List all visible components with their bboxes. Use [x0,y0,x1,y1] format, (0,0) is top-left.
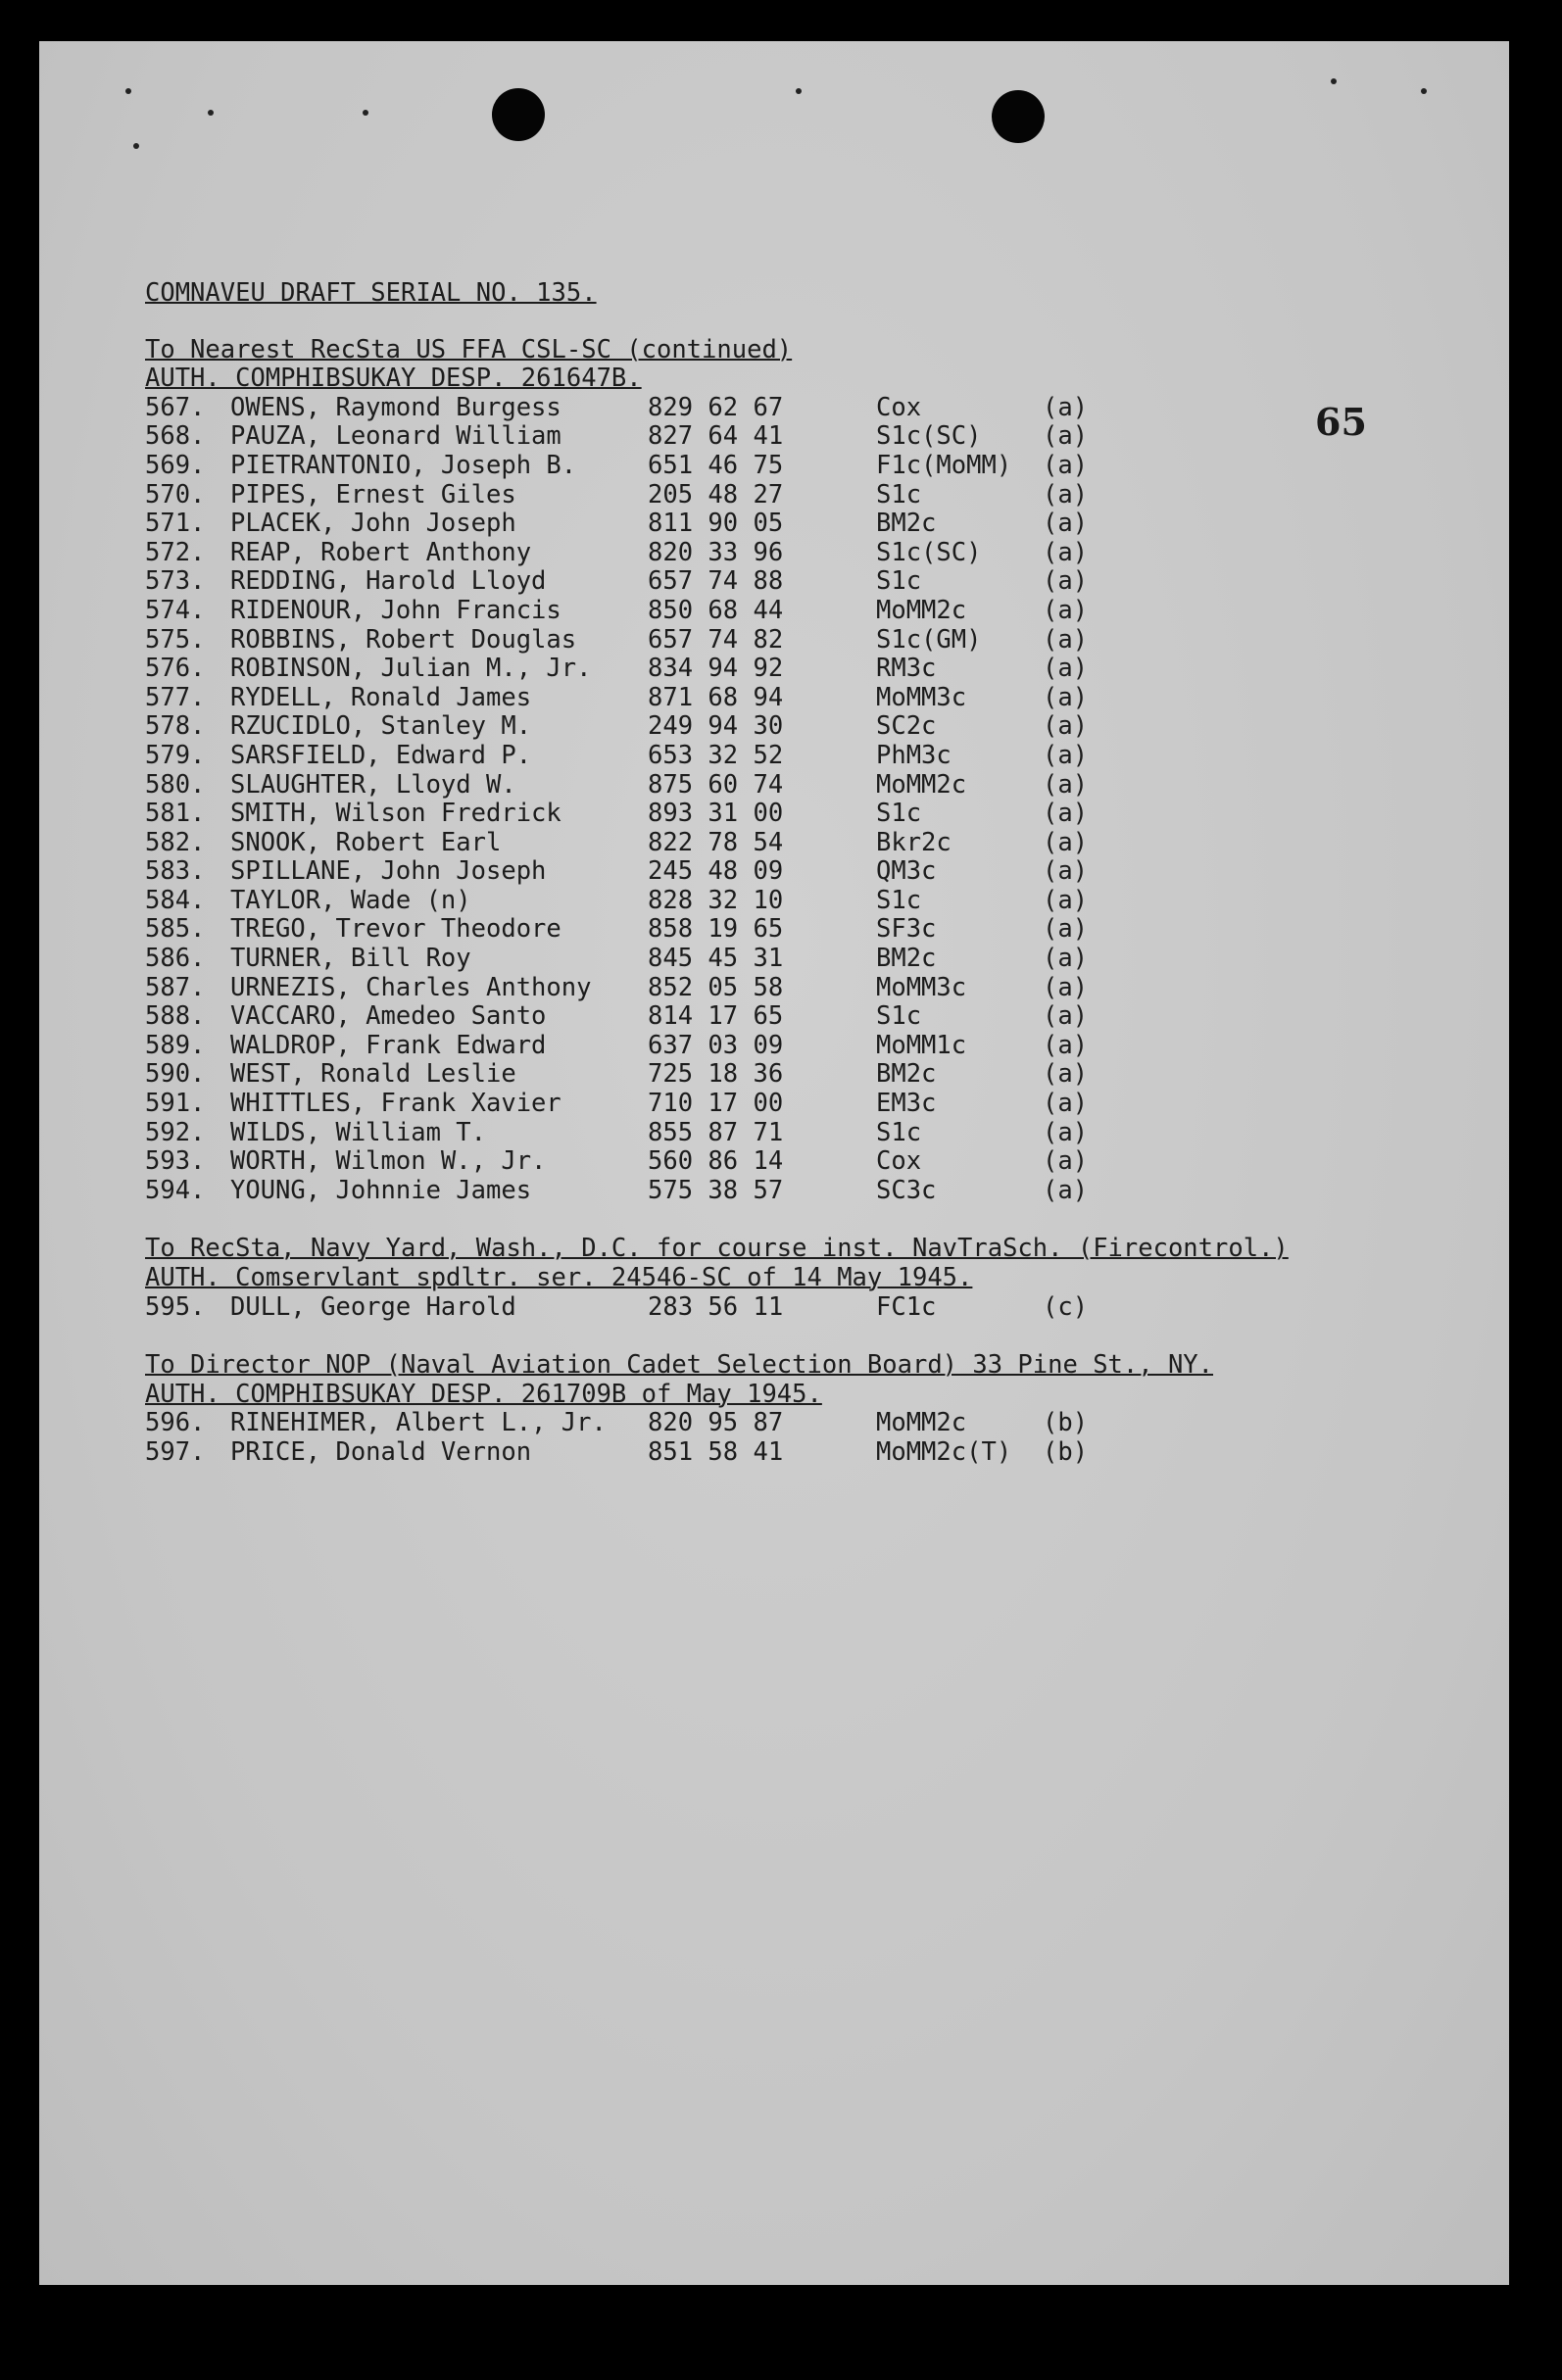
personnel-row [145,857,1289,887]
rate: S1c(SC) [876,537,982,567]
personnel-name: PIPES, Ernest Giles [230,479,516,510]
speck [125,88,131,94]
service-number: 858 19 65 [648,914,784,945]
entry-number: 591. [145,1089,206,1119]
personnel-name: RYDELL, Ronald James [230,682,532,712]
code: (a) [1043,856,1089,887]
personnel-name: SMITH, Wilson Fredrick [230,799,561,829]
service-number: 575 38 57 [648,1175,784,1205]
code: (a) [1043,1059,1089,1090]
entry-number: 578. [145,711,206,742]
rate: S1c [876,885,922,915]
entry-number: 577. [145,682,206,712]
sections [145,336,1289,1468]
entry-number: 590. [145,1059,206,1090]
code: (b) [1043,1408,1089,1438]
rate: Bkr2c [876,827,952,857]
personnel-row [145,655,1289,684]
entry-number: 576. [145,654,206,684]
personnel-row [145,771,1289,801]
personnel-name: OWENS, Raymond Burgess [230,392,561,422]
rate: S1c [876,799,922,829]
service-number: 850 68 44 [648,595,784,625]
entry-number: 569. [145,450,206,480]
punch-hole [992,90,1045,143]
speck [363,110,368,116]
service-number: 657 74 82 [648,624,784,655]
entry-number: 573. [145,566,206,597]
service-number: 820 95 87 [648,1408,784,1438]
entry-number: 595. [145,1291,206,1322]
service-number: 822 78 54 [648,827,784,857]
entry-number: 570. [145,479,206,510]
entry-number: 579. [145,740,206,770]
section-destination: To Nearest RecSta US FFA CSL-SC (continued) [145,334,793,364]
personnel-row [145,829,1289,858]
personnel-name: TURNER, Bill Roy [230,944,471,974]
entry-number: 575. [145,624,206,655]
service-number: 845 45 31 [648,944,784,974]
personnel-name: ROBINSON, Julian M., Jr. [230,654,592,684]
entry-number: 593. [145,1146,206,1177]
entry-number: 581. [145,799,206,829]
service-number: 249 94 30 [648,711,784,742]
entry-number: 572. [145,537,206,567]
personnel-name: PIETRANTONIO, Joseph B. [230,450,577,480]
rate: BM2c [876,944,937,974]
personnel-name: WHITTLES, Frank Xavier [230,1089,561,1119]
service-number: 820 33 96 [648,537,784,567]
rate: QM3c [876,856,937,887]
rate: S1c(GM) [876,624,982,655]
entry-number: 583. [145,856,206,887]
code: (c) [1043,1291,1089,1322]
service-number: 651 46 75 [648,450,784,480]
punch-hole [492,88,545,141]
code: (a) [1043,421,1089,452]
speck [208,110,214,116]
code: (a) [1043,392,1089,422]
service-number: 814 17 65 [648,1001,784,1032]
personnel-row [145,422,1289,452]
personnel-row [145,800,1289,829]
code: (a) [1043,740,1089,770]
rate: S1c [876,1001,922,1032]
entry-number: 589. [145,1030,206,1060]
speck [133,143,139,149]
personnel-name: REDDING, Harold Lloyd [230,566,547,597]
section-authority: AUTH. COMPHIBSUKAY DESP. 261709B of May 1945. [145,1379,822,1409]
service-number: 283 56 11 [648,1291,784,1322]
rate: MoMM1c [876,1030,967,1060]
personnel-name: WILDS, William T. [230,1117,486,1147]
code: (a) [1043,682,1089,712]
personnel-row [145,1147,1289,1177]
document-body [145,279,1289,1468]
personnel-name: WALDROP, Frank Edward [230,1030,547,1060]
entry-number: 567. [145,392,206,422]
entry-number: 586. [145,944,206,974]
code: (a) [1043,537,1089,567]
section-destination: To RecSta, Navy Yard, Wash., D.C. for course inst. NavTraSch. (Firecontrol.) [145,1234,1289,1264]
code: (a) [1043,479,1089,510]
code: (a) [1043,1030,1089,1060]
service-number: 852 05 58 [648,972,784,1002]
rate: MoMM3c [876,972,967,1002]
personnel-row [145,1002,1289,1032]
entry-number: 588. [145,1001,206,1032]
rate: S1c [876,479,922,510]
rate: SC3c [876,1175,937,1205]
personnel-name: VACCARO, Amedeo Santo [230,1001,547,1032]
rate: BM2c [876,509,937,539]
code: (a) [1043,1117,1089,1147]
section-authority: AUTH. Comservlant spdltr. ser. 24546-SC of 14 May 1945. [145,1263,973,1292]
personnel-name: DULL, George Harold [230,1291,516,1322]
personnel-row [145,1177,1289,1206]
entry-number: 582. [145,827,206,857]
code: (a) [1043,827,1089,857]
service-number: 855 87 71 [648,1117,784,1147]
service-number: 205 48 27 [648,479,784,510]
rate: S1c [876,566,922,597]
code: (a) [1043,566,1089,597]
entry-number: 568. [145,421,206,452]
personnel-row [145,481,1289,510]
personnel-name: YOUNG, Johnnie James [230,1175,532,1205]
personnel-row [145,452,1289,481]
personnel-row [145,539,1289,568]
personnel-row [145,1060,1289,1090]
personnel-row [145,510,1289,539]
entry-number: 574. [145,595,206,625]
personnel-name: ROBBINS, Robert Douglas [230,624,577,655]
service-number: 811 90 05 [648,509,784,539]
speck [1421,88,1427,94]
code: (a) [1043,1001,1089,1032]
rate: MoMM2c [876,1408,967,1438]
code: (a) [1043,885,1089,915]
code: (a) [1043,450,1089,480]
personnel-row [145,974,1289,1003]
rate: MoMM2c [876,595,967,625]
service-number: 245 48 09 [648,856,784,887]
code: (a) [1043,769,1089,800]
rate: SF3c [876,914,937,945]
code: (a) [1043,972,1089,1002]
rate: BM2c [876,1059,937,1090]
personnel-name: RIDENOUR, John Francis [230,595,561,625]
service-number: 875 60 74 [648,769,784,800]
entry-number: 587. [145,972,206,1002]
service-number: 725 18 36 [648,1059,784,1090]
personnel-row [145,742,1289,771]
entry-number: 584. [145,885,206,915]
service-number: 851 58 41 [648,1436,784,1467]
code: (b) [1043,1436,1089,1467]
personnel-name: PLACEK, John Joseph [230,509,516,539]
rate: Cox [876,392,922,422]
personnel-name: RINEHIMER, Albert L., Jr. [230,1408,607,1438]
personnel-name: PRICE, Donald Vernon [230,1436,532,1467]
service-number: 834 94 92 [648,654,784,684]
speck [1331,78,1337,84]
service-number: 827 64 41 [648,421,784,452]
rate: MoMM2c(T) [876,1436,1012,1467]
rate: F1c(MoMM) [876,450,1012,480]
rate: MoMM2c [876,769,967,800]
rate: SC2c [876,711,937,742]
rate: MoMM3c [876,682,967,712]
personnel-name: WEST, Ronald Leslie [230,1059,516,1090]
transfer-section [145,336,1289,1206]
personnel-row [145,887,1289,916]
rate: Cox [876,1146,922,1177]
rate: PhM3c [876,740,952,770]
rate: S1c [876,1117,922,1147]
personnel-name: SLAUGHTER, Lloyd W. [230,769,516,800]
code: (a) [1043,1175,1089,1205]
personnel-row [145,394,1289,423]
personnel-row [145,915,1289,945]
personnel-name: RZUCIDLO, Stanley M. [230,711,532,742]
rate: RM3c [876,654,937,684]
code: (a) [1043,624,1089,655]
personnel-row [145,567,1289,597]
code: (a) [1043,799,1089,829]
code: (a) [1043,1146,1089,1177]
rate: EM3c [876,1089,937,1119]
service-number: 710 17 00 [648,1089,784,1119]
code: (a) [1043,1089,1089,1119]
personnel-row [145,945,1289,974]
service-number: 657 74 88 [648,566,784,597]
code: (a) [1043,711,1089,742]
entry-number: 585. [145,914,206,945]
code: (a) [1043,509,1089,539]
page-number: 65 [1315,400,1367,444]
code: (a) [1043,595,1089,625]
entry-number: 571. [145,509,206,539]
entry-number: 594. [145,1175,206,1205]
service-number: 637 03 09 [648,1030,784,1060]
personnel-row [145,597,1289,626]
personnel-name: WORTH, Wilmon W., Jr. [230,1146,547,1177]
personnel-row [145,1032,1289,1061]
service-number: 653 32 52 [648,740,784,770]
rate: S1c(SC) [876,421,982,452]
service-number: 893 31 00 [648,799,784,829]
personnel-row [145,712,1289,742]
section-authority: AUTH. COMPHIBSUKAY DESP. 261647B. [145,364,642,394]
section-destination: To Director NOP (Naval Aviation Cadet Selection Board) 33 Pine St., NY. [145,1350,1214,1381]
service-number: 871 68 94 [648,682,784,712]
personnel-name: PAUZA, Leonard William [230,421,561,452]
personnel-name: REAP, Robert Anthony [230,537,532,567]
personnel-row [145,1438,1289,1468]
entry-number: 592. [145,1117,206,1147]
personnel-row [145,626,1289,656]
personnel-name: SARSFIELD, Edward P. [230,740,532,770]
entry-number: 596. [145,1408,206,1438]
transfer-section [145,1351,1289,1467]
personnel-row [145,684,1289,713]
code: (a) [1043,914,1089,945]
code: (a) [1043,944,1089,974]
personnel-name: TREGO, Trevor Theodore [230,914,561,945]
service-number: 560 86 14 [648,1146,784,1177]
entry-number: 580. [145,769,206,800]
personnel-name: SNOOK, Robert Earl [230,827,502,857]
personnel-name: TAYLOR, Wade (n) [230,885,471,915]
rate: FC1c [876,1291,937,1322]
personnel-name: URNEZIS, Charles Anthony [230,972,592,1002]
document-title: COMNAVEU DRAFT SERIAL NO. 135. [145,278,597,308]
service-number: 828 32 10 [648,885,784,915]
entry-number: 597. [145,1436,206,1467]
transfer-section [145,1235,1289,1322]
personnel-row [145,1409,1289,1438]
service-number: 829 62 67 [648,392,784,422]
personnel-row [145,1119,1289,1148]
personnel-name: SPILLANE, John Joseph [230,856,547,887]
personnel-row [145,1293,1289,1323]
speck [796,88,802,94]
code: (a) [1043,654,1089,684]
personnel-row [145,1090,1289,1119]
